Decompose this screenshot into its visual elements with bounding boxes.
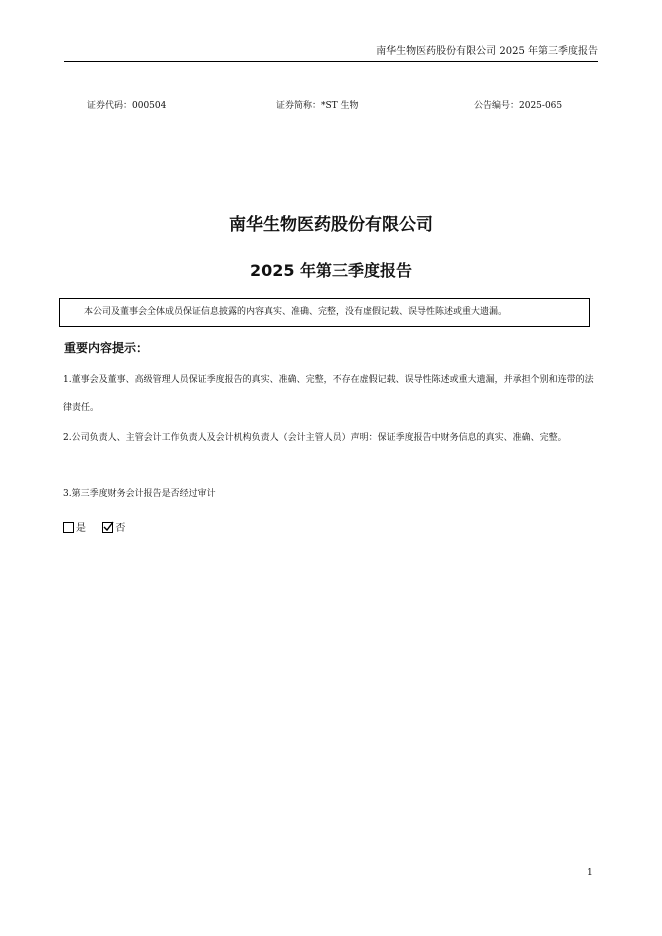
checked-box-icon (102, 522, 113, 533)
audit-no-label: 否 (115, 523, 126, 534)
unchecked-box-icon (63, 522, 74, 533)
important-notice-heading: 重要内容提示： (64, 341, 149, 355)
notice-item-1: 1.董事会及董事、高级管理人员保证季度报告的真实、准确、完整，不存在虚假记载、误导性陈述或重大遗漏，并承担个别和连带的法律责任。 (63, 375, 594, 413)
stock-abbreviation: 证券简称：*ST 生物 (276, 101, 359, 111)
company-title: 南华生物医药股份有限公司 (229, 215, 433, 235)
page-number: 1 (587, 868, 593, 878)
audit-no-option[interactable] (102, 519, 125, 539)
audit-yes-label: 是 (76, 523, 86, 534)
audit-yes-option[interactable] (63, 519, 86, 539)
announcement-number: 公告编号：2025-065 (474, 101, 563, 111)
notice-item-3: 3.第三季度财务会计报告是否经过审计 (63, 489, 216, 499)
stock-code: 证券代码：000504 (87, 101, 167, 111)
report-title: 2025 年第三季度报告 (249, 261, 413, 280)
notice-item-2: 2.公司负责人、主管会计工作负责人及会计机构负责人（会计主管人员）声明：保证季度报告中财务信息的真实、准确、完整。 (63, 433, 567, 443)
disclosure-notice-box: 本公司及董事会全体成员保证信息披露的内容真实、准确、完整，没有虚假记载、误导性陈述或重大遗漏。 (59, 298, 590, 327)
running-header: 南华生物医药股份有限公司 2025 年第三季度报告 (64, 44, 598, 62)
meta-row (0, 99, 662, 113)
audit-options (63, 519, 125, 539)
